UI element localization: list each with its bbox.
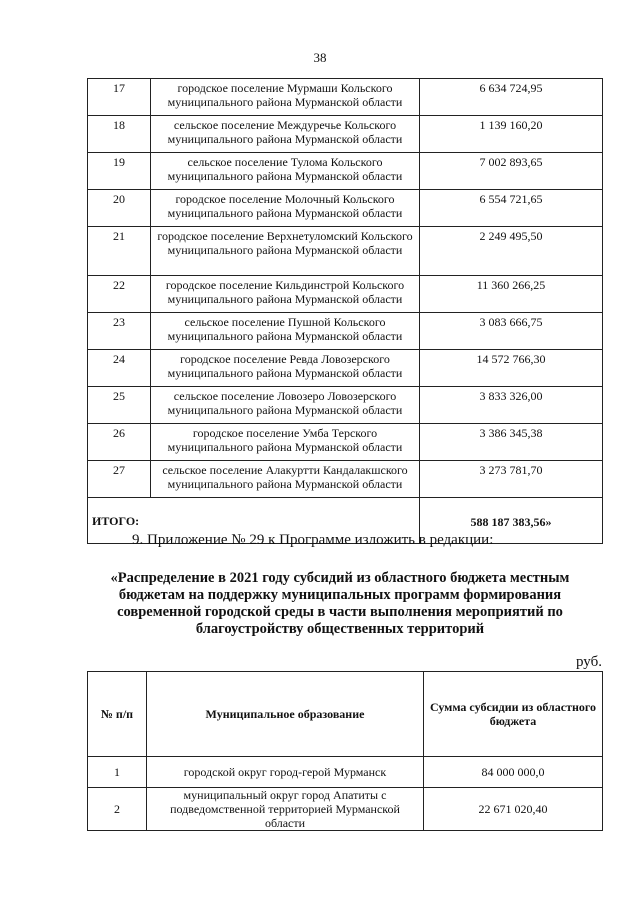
table-header-row	[88, 672, 603, 757]
subsidy-amount: 11 360 266,25	[420, 276, 603, 313]
municipality-name: сельское поселение Тулома Кольского муниципального района Мурманской области	[151, 153, 420, 190]
table-row	[88, 757, 603, 788]
row-number: 26	[88, 424, 151, 461]
municipality-name: муниципальный округ город Апатиты с подведомственной территорией Мурманской области	[147, 788, 424, 831]
municipality-name: городское поселение Молочный Кольского муниципального района Мурманской области	[151, 190, 420, 227]
municipality-name: городской округ город-герой Мурманск	[147, 757, 424, 788]
subsidy-amount: 1 139 160,20	[420, 116, 603, 153]
row-number: 1	[88, 757, 147, 788]
subsidy-amount: 84 000 000,0	[424, 757, 603, 788]
municipality-name: городское поселение Умба Терского муниципального района Мурманской области	[151, 424, 420, 461]
municipality-name: городское поселение Верхнетуломский Кольского муниципального района Мурманской области	[151, 227, 420, 276]
subsidy-amount: 3 386 345,38	[420, 424, 603, 461]
table-row	[88, 350, 603, 387]
table-row	[88, 116, 603, 153]
table-row	[88, 387, 603, 424]
table-row	[88, 788, 603, 831]
table-row	[88, 79, 603, 116]
municipality-name: городское поселение Мурмаши Кольского муниципального района Мурманской области	[151, 79, 420, 116]
currency-unit: руб.	[576, 654, 602, 670]
paragraph-instruction: 9. Приложение № 29 к Программе изложить в редакции:	[132, 532, 494, 548]
subsidy-amount: 3 833 326,00	[420, 387, 603, 424]
table-row	[88, 190, 603, 227]
table-row	[88, 276, 603, 313]
municipality-name: сельское поселение Междуречье Кольского муниципального района Мурманской области	[151, 116, 420, 153]
subsidy-amount: 7 002 893,65	[420, 153, 603, 190]
row-number: 25	[88, 387, 151, 424]
table-row	[88, 313, 603, 350]
section-heading: «Распределение в 2021 году субсидий из областного бюджета местным бюджетам на поддержку муниципальных программ формирования современной городской среды в части выполнения мероприятий по благоустройству общественных территорий	[110, 570, 570, 637]
table-row	[88, 227, 603, 276]
subsidy-amount: 3 083 666,75	[420, 313, 603, 350]
table-row	[88, 424, 603, 461]
row-number: 21	[88, 227, 151, 276]
subsidy-table-continued	[87, 78, 603, 544]
subsidy-amount: 6 634 724,95	[420, 79, 603, 116]
column-header-number: № п/п	[88, 672, 147, 757]
row-number: 20	[88, 190, 151, 227]
row-number: 22	[88, 276, 151, 313]
table-row	[88, 153, 603, 190]
row-number: 18	[88, 116, 151, 153]
municipality-name: городское поселение Ревда Ловозерского муниципального района Мурманской области	[151, 350, 420, 387]
row-number: 23	[88, 313, 151, 350]
column-header-amount: Сумма субсидии из областного бюджета	[424, 672, 603, 757]
table-row	[88, 461, 603, 498]
municipality-name: городское поселение Кильдинстрой Кольского муниципального района Мурманской области	[151, 276, 420, 313]
row-number: 27	[88, 461, 151, 498]
municipality-name: сельское поселение Ловозеро Ловозерского муниципального района Мурманской области	[151, 387, 420, 424]
column-header-municipality: Муниципальное образование	[147, 672, 424, 757]
subsidy-table	[87, 671, 603, 831]
total-amount: 588 187 383,56»	[420, 498, 603, 544]
row-number: 24	[88, 350, 151, 387]
municipality-name: сельское поселение Алакуртти Кандалакшского муниципального района Мурманской области	[151, 461, 420, 498]
row-number: 19	[88, 153, 151, 190]
subsidy-amount: 2 249 495,50	[420, 227, 603, 276]
total-label: ИТОГО:	[88, 498, 420, 544]
subsidy-amount: 3 273 781,70	[420, 461, 603, 498]
subsidy-amount: 22 671 020,40	[424, 788, 603, 831]
row-number: 17	[88, 79, 151, 116]
municipality-name: сельское поселение Пушной Кольского муниципального района Мурманской области	[151, 313, 420, 350]
subsidy-amount: 6 554 721,65	[420, 190, 603, 227]
page-number: 38	[313, 50, 327, 65]
subsidy-amount: 14 572 766,30	[420, 350, 603, 387]
row-number: 2	[88, 788, 147, 831]
